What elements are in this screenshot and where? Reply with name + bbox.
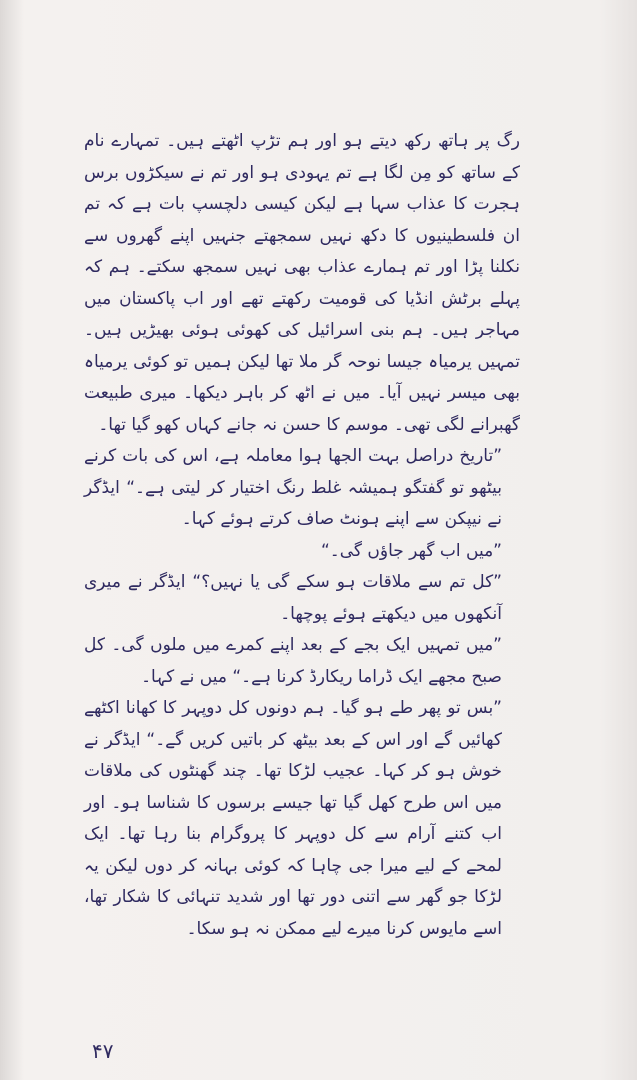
- page-number: ۴۷: [92, 1039, 114, 1063]
- paragraph: ”میں تمہیں ایک بجے کے بعد اپنے کمرے میں ملوں گی۔ کل صبح مجھے ایک ڈراما ریکارڈ کرنا ہے۔“ میں نے کہا۔: [84, 635, 502, 687]
- paragraph: رگ پر ہاتھ رکھ دیتے ہو اور ہم تڑپ اٹھتے ہیں۔ تمہارے نام کے ساتھ کو مِن لگا ہے تم یہودی ہو اور تم نے سیکڑوں برس ہجرت کا عذاب سہا ہے لیکن کیسی دلچسپ بات ہے کہ تم ان فلسطینیوں کا دکھ نہیں سمجھتے جنہیں اپنے گھروں سے نکلنا پڑا اور تم ہمارے عذاب بھی نہیں سمجھ سکتے۔ ہم کہ پہلے برٹش انڈیا کی قومیت رکھتے تھے اور اب پاکستان میں مہاجر ہیں۔ ہم بنی اسرائیل کی کھوئی ہوئی بھیڑیں ہیں۔ تمہیں یرمیاہ جیسا نوحہ گر ملا تھا لیکن ہمیں تو کوئی یرمیاہ بھی میسر نہیں آیا۔ میں نے اٹھ کر باہر دیکھا۔ میری طبیعت گھبرانے لگی تھی۔ موسم کا حسن نہ جانے کہاں کھو گیا تھا۔: [84, 131, 520, 435]
- paragraph: ”کل تم سے ملاقات ہو سکے گی یا نہیں؟“ ایڈگر نے میری آنکھوں میں دیکھتے ہوئے پوچھا۔: [84, 572, 502, 624]
- paragraph: ”بس تو پھر طے ہو گیا۔ ہم دونوں کل دوپہر کا کھانا اکٹھے کھائیں گے اور اس کے بعد بیٹھ کر باتیں کریں گے۔“ ایڈگر نے خوش ہو کر کہا۔ عجیب لڑکا تھا۔ چند گھنٹوں کی ملاقات میں اس طرح کھل گیا تھا جیسے برسوں کا شناسا ہو۔ اور اب کتنے آرام سے کل دوپہر کا پروگرام بنا رہا تھا۔ ایک لمحے کے لیے میرا جی چاہا کہ کوئی بہانہ کر دوں لیکن یہ لڑکا جو گھر سے اتنی دور تھا اور شدید تنہائی کا شکار تھا، اسے مایوس کرنا میرے لیے ممکن نہ ہو سکا۔: [84, 698, 502, 939]
- paragraph: ”میں اب گھر جاؤں گی۔“: [320, 540, 502, 561]
- page-body-text: [84, 126, 520, 945]
- paragraph: ”تاریخ دراصل بہت الجھا ہوا معاملہ ہے، اس کی بات کرنے بیٹھو تو گفتگو ہمیشہ غلط رنگ اختیار کر لیتی ہے۔“ ایڈگر نے نیپکن سے اپنے ہونٹ صاف کرتے ہوئے کہا۔: [84, 446, 502, 529]
